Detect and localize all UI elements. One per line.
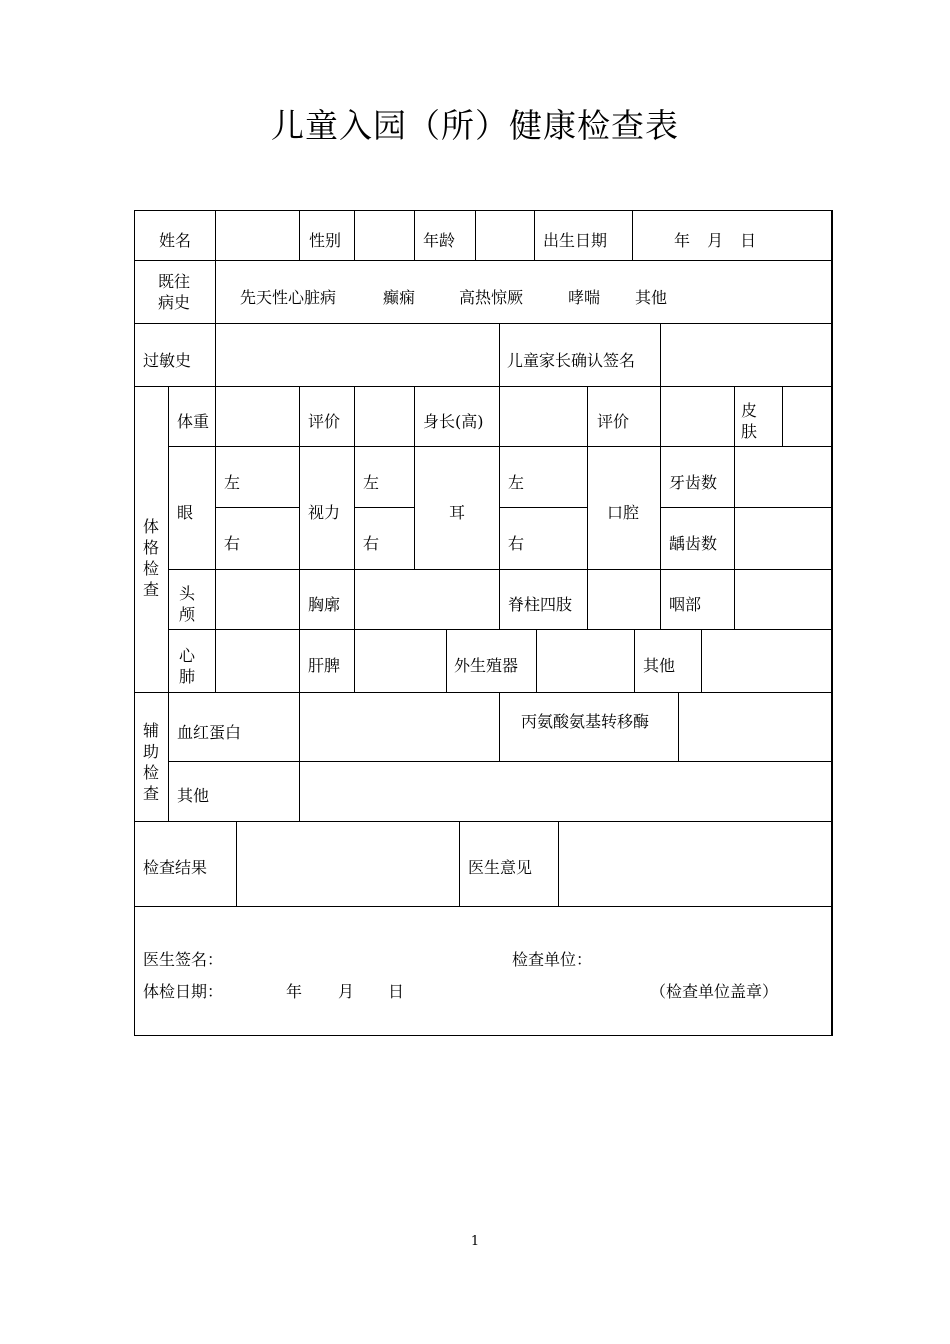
col-divider	[446, 629, 447, 692]
col-divider	[168, 386, 169, 692]
row-divider	[168, 761, 831, 762]
col-divider	[587, 569, 588, 629]
birth-date-format: 年 月 日	[674, 231, 757, 250]
col-divider	[499, 323, 500, 386]
vision-left-label: 左	[363, 473, 380, 492]
history-option-febrile-seizure: 高热惊厥	[459, 288, 524, 307]
health-check-form	[134, 210, 833, 1036]
table-border-top	[134, 210, 831, 211]
row-divider	[134, 386, 831, 387]
col-divider	[558, 821, 559, 906]
col-divider	[215, 210, 216, 260]
eye-right-label: 右	[224, 534, 241, 553]
mouth-label: 口腔	[607, 503, 640, 522]
row-divider	[134, 323, 831, 324]
genitals-label: 外生殖器	[454, 656, 519, 675]
col-divider	[734, 569, 735, 629]
exam-date-month: 月	[338, 982, 355, 1001]
col-divider	[734, 386, 735, 446]
col-divider	[299, 386, 300, 692]
liver-spleen-label: 肝脾	[308, 656, 341, 675]
spine-limbs-label: 脊柱四肢	[508, 595, 573, 614]
eye-label: 眼	[177, 503, 194, 522]
history-label: 既往病史	[157, 272, 190, 312]
col-divider	[632, 210, 633, 260]
exam-date-label: 体检日期：	[143, 982, 224, 1001]
vision-label: 视力	[308, 503, 341, 522]
doctor-signature-label: 医生签名：	[143, 950, 224, 969]
col-divider	[459, 821, 460, 906]
col-divider	[660, 569, 661, 629]
table-border-bottom	[134, 1035, 831, 1036]
eye-left-label: 左	[224, 473, 241, 492]
teeth-count-label: 牙齿数	[669, 473, 718, 492]
allergy-label: 过敏史	[143, 351, 192, 370]
col-divider	[354, 629, 355, 692]
col-divider	[236, 821, 237, 906]
row-divider	[134, 821, 831, 822]
hemoglobin-label: 血红蛋白	[177, 723, 242, 742]
col-divider	[701, 629, 702, 692]
row-divider	[499, 507, 587, 508]
exam-unit-label: 检查单位：	[512, 950, 593, 969]
col-divider	[660, 386, 661, 569]
auxiliary-exam-section-label: 辅助检查	[142, 721, 159, 803]
height-label: 身长(高)	[423, 412, 484, 431]
row-divider	[134, 260, 831, 261]
age-label: 年龄	[423, 231, 456, 250]
col-divider	[475, 210, 476, 260]
row-divider	[168, 629, 831, 630]
col-divider	[660, 323, 661, 386]
exam-date-year: 年	[286, 982, 303, 1001]
caries-count-label: 龋齿数	[669, 534, 718, 553]
row-divider	[134, 692, 831, 693]
col-divider	[215, 260, 216, 323]
ear-left-label: 左	[508, 473, 525, 492]
col-divider	[634, 629, 635, 692]
name-label: 姓名	[159, 231, 192, 250]
col-divider	[499, 569, 500, 629]
vision-right-label: 右	[363, 534, 380, 553]
page-title: 儿童入园（所）健康检查表	[271, 106, 679, 145]
birth-date-label: 出生日期	[543, 231, 608, 250]
history-option-other: 其他	[635, 288, 668, 307]
parent-signature-label: 儿童家长确认签名	[507, 351, 636, 370]
throat-label: 咽部	[669, 595, 702, 614]
height-evaluation-label: 评价	[597, 412, 630, 431]
history-option-epilepsy: 癫痫	[383, 288, 416, 307]
heart-lung-label: 心肺	[178, 646, 195, 686]
col-divider	[354, 210, 355, 260]
col-divider	[499, 692, 500, 761]
col-divider	[215, 323, 216, 386]
col-divider	[499, 386, 500, 569]
row-divider	[660, 507, 831, 508]
physical-exam-section-label: 体格检查	[142, 517, 159, 599]
col-divider	[414, 386, 415, 569]
exam-date-day: 日	[388, 982, 405, 1001]
stamp-label: （检查单位盖章）	[650, 982, 779, 1001]
col-divider	[414, 210, 415, 260]
row-divider	[134, 906, 831, 907]
ear-right-label: 右	[508, 534, 525, 553]
doctor-opinion-label: 医生意见	[468, 858, 533, 877]
col-divider	[782, 386, 783, 446]
col-divider	[299, 210, 300, 260]
weight-evaluation-label: 评价	[308, 412, 341, 431]
table-border-left	[134, 210, 135, 1036]
head-label: 头颅	[178, 584, 195, 624]
col-divider	[168, 692, 169, 821]
col-divider	[215, 386, 216, 692]
skin-label: 皮肤	[740, 401, 757, 441]
row-divider	[215, 507, 299, 508]
exam-result-label: 检查结果	[143, 858, 208, 877]
col-divider	[678, 692, 679, 761]
history-option-asthma: 哮喘	[568, 288, 601, 307]
weight-label: 体重	[177, 412, 210, 431]
page-number: 1	[470, 1234, 480, 1249]
auxiliary-other-label: 其他	[177, 786, 210, 805]
chest-label: 胸廓	[308, 595, 341, 614]
gender-label: 性别	[309, 231, 342, 250]
physical-other-label: 其他	[643, 656, 676, 675]
row-divider	[354, 507, 414, 508]
ear-label: 耳	[449, 503, 466, 522]
col-divider	[354, 386, 355, 569]
col-divider	[734, 446, 735, 569]
col-divider	[536, 629, 537, 692]
col-divider	[299, 692, 300, 821]
alt-label: 丙氨酸氨基转移酶	[521, 712, 650, 731]
col-divider	[534, 210, 535, 260]
col-divider	[587, 386, 588, 569]
col-divider	[354, 569, 355, 629]
history-option-chd: 先天性心脏病	[240, 288, 337, 307]
